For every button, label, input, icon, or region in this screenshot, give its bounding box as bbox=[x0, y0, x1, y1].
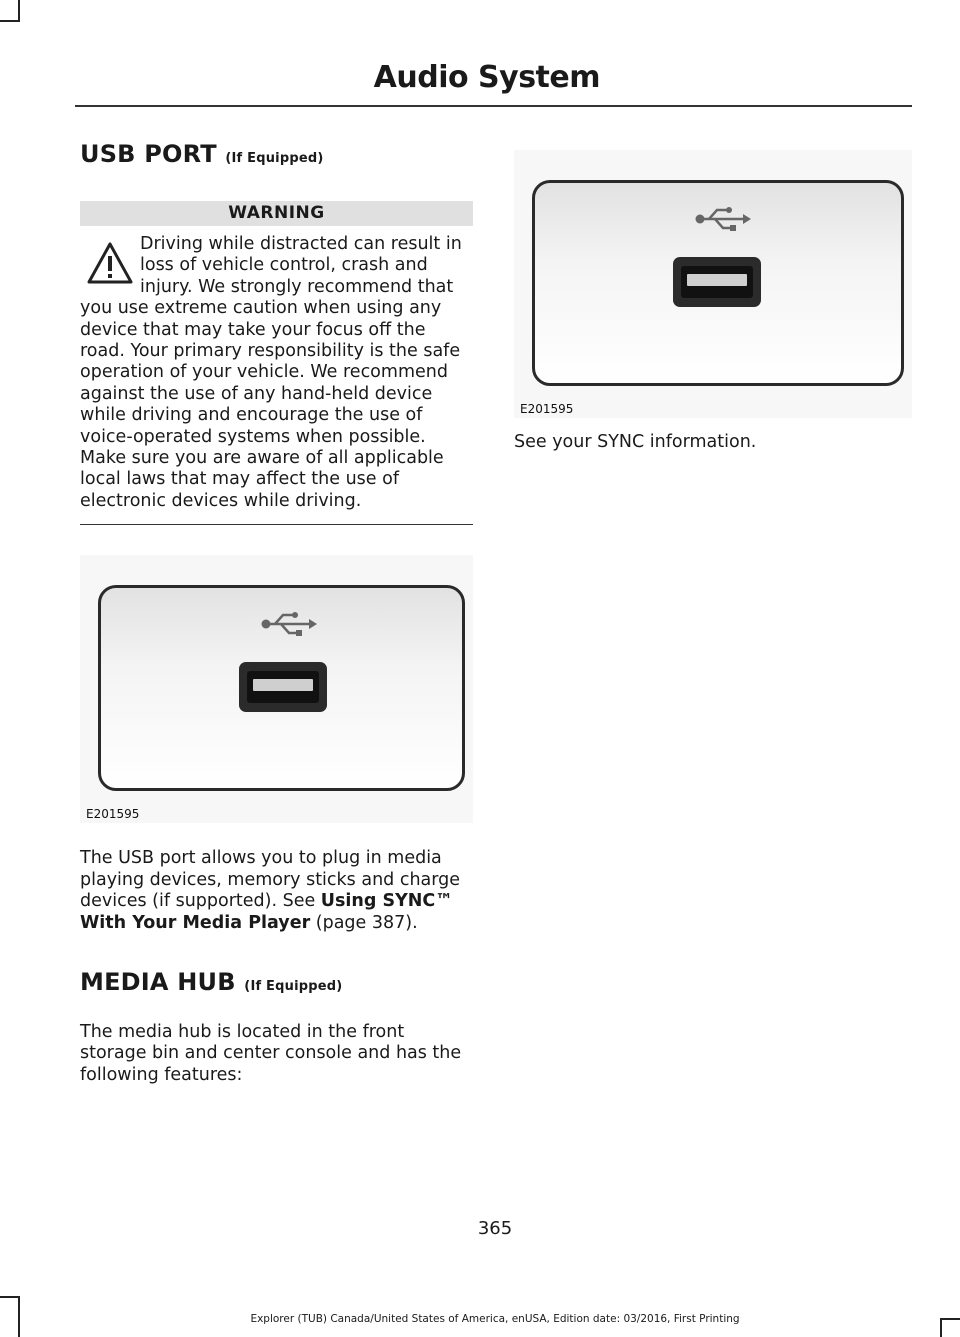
usb-port-socket bbox=[239, 662, 327, 712]
usb-icon bbox=[259, 610, 319, 638]
page-header-title: Audio System bbox=[373, 60, 600, 95]
media-hub-title: MEDIA HUB bbox=[80, 967, 236, 996]
figure-code: E201595 bbox=[86, 807, 140, 822]
usb-port-illustration bbox=[514, 150, 912, 418]
media-hub-heading bbox=[80, 968, 473, 996]
page-footer: Explorer (TUB) Canada/United States of America, enUSA, Edition date: 03/2016, First Printing bbox=[250, 1313, 740, 1325]
usb-port-title-suffix: (If Equipped) bbox=[225, 151, 324, 166]
usb-port-description bbox=[80, 848, 473, 934]
cross-reference-link[interactable]: Using SYNC™ With Your Media Player bbox=[80, 891, 453, 933]
usb-port-title: USB PORT bbox=[80, 140, 217, 168]
warning-triangle-icon bbox=[86, 238, 134, 288]
crop-mark bbox=[0, 20, 20, 22]
crop-mark bbox=[18, 0, 20, 22]
usb-port-heading bbox=[80, 140, 473, 168]
right-column bbox=[514, 150, 912, 453]
header-rule bbox=[75, 105, 912, 107]
page-reference: (page 387). bbox=[310, 912, 418, 933]
left-column bbox=[80, 140, 473, 1086]
warning-box bbox=[80, 234, 473, 512]
media-hub-title-suffix: (If Equipped) bbox=[244, 978, 343, 994]
warning-label: WARNING bbox=[80, 201, 473, 226]
crop-mark bbox=[0, 1296, 20, 1298]
warning-text: Driving while distracted can result in loss of vehicle control, crash and injury. We strongly recommend that you use extreme caution when using any device that may take your focus off the road. Your primary responsibility is the safe operation of your vehicle. We recommend against the use of any hand-held device while driving and encourage the use of voice-operated systems when possible. Make sure you are aware of all applicable local laws that may affect the use of electronic devices while driving. bbox=[80, 234, 462, 511]
usb-port-text: The USB port allows you to plug in media playing devices, memory sticks and charge devices (if supported). See bbox=[80, 848, 461, 912]
warning-rule bbox=[80, 524, 473, 525]
media-hub-description: The media hub is located in the front storage bin and center console and has the following features: bbox=[80, 1021, 462, 1085]
usb-panel-frame bbox=[98, 585, 465, 791]
usb-panel-frame bbox=[532, 180, 904, 386]
usb-port-illustration bbox=[80, 555, 473, 823]
usb-icon bbox=[693, 205, 753, 233]
usb-port-socket bbox=[673, 257, 761, 307]
figure-code: E201595 bbox=[520, 402, 574, 416]
page-number: 365 bbox=[477, 1218, 513, 1239]
sync-reference-text: See your SYNC information. bbox=[514, 432, 757, 452]
